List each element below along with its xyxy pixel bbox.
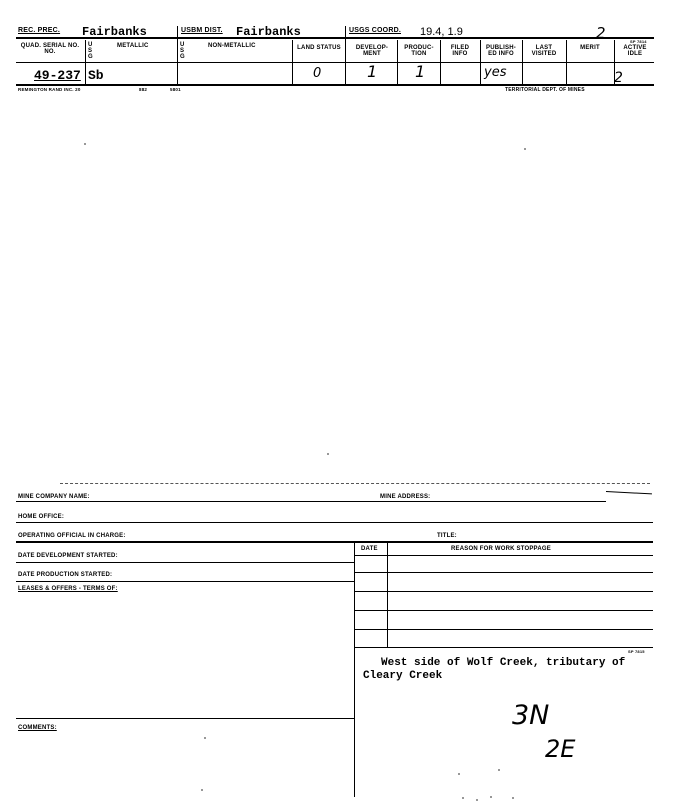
table-rule bbox=[354, 572, 653, 573]
col-divider bbox=[354, 541, 355, 797]
usbm-dist-label: USBM DIST. bbox=[181, 27, 223, 34]
production-value: 1 bbox=[415, 62, 426, 81]
row-rule bbox=[16, 541, 653, 543]
land-status-value: 0 bbox=[313, 66, 322, 81]
row-rule bbox=[16, 562, 354, 563]
usgs-coord-value: 19.4, 1.9 bbox=[420, 26, 463, 38]
published-info-header: PUBLISH- ED INFO bbox=[486, 45, 516, 57]
speck bbox=[524, 148, 526, 150]
land-status-header: LAND STATUS bbox=[297, 45, 341, 51]
footer-num2: 5801 bbox=[170, 87, 181, 92]
title-label: TITLE: bbox=[437, 533, 457, 539]
footer-left: REMINGTON RAND INC. 20 bbox=[18, 87, 81, 92]
speck bbox=[458, 773, 460, 775]
speck bbox=[512, 797, 514, 799]
col-divider bbox=[566, 40, 567, 84]
location-line-2: Cleary Creek bbox=[363, 670, 443, 682]
row-rule bbox=[16, 501, 606, 502]
usbm-dist-value: Fairbanks bbox=[236, 25, 301, 39]
pen-stroke bbox=[606, 491, 652, 494]
date-col-header: DATE bbox=[361, 546, 378, 552]
filed-info-header: FILED INFO bbox=[450, 45, 470, 57]
speck bbox=[498, 769, 500, 771]
col-divider bbox=[345, 26, 346, 84]
row-rule bbox=[16, 718, 354, 719]
usg-marks: U S G bbox=[180, 42, 185, 60]
rec-prec-value: Fairbanks bbox=[82, 25, 147, 39]
location-line-1: West side of Wolf Creek, tributary of bbox=[381, 657, 626, 669]
col-divider bbox=[522, 40, 523, 84]
mine-company-name-label: MINE COMPANY NAME: bbox=[18, 494, 90, 500]
operating-official-label: OPERATING OFFICIAL IN CHARGE: bbox=[18, 533, 126, 539]
usg-marks: U S G bbox=[88, 42, 93, 60]
speck bbox=[204, 737, 206, 739]
active-idle-header: ACTIVE IDLE bbox=[623, 45, 647, 57]
date-development-started-label: DATE DEVELOPMENT STARTED: bbox=[18, 553, 118, 559]
table-rule bbox=[354, 591, 653, 592]
row-rule bbox=[16, 581, 354, 582]
non-metallic-header: NON-METALLIC bbox=[208, 43, 256, 49]
serial-value: 49-237 bbox=[34, 68, 81, 83]
bottom-rule bbox=[16, 84, 654, 86]
speck bbox=[490, 796, 492, 798]
form-number: SP 7814 bbox=[630, 39, 647, 44]
col-divider bbox=[85, 40, 86, 84]
usgs-coord-label: USGS COORD. bbox=[349, 27, 401, 34]
comments-label: COMMENTS: bbox=[18, 725, 57, 731]
card-edge bbox=[60, 483, 650, 484]
col-divider bbox=[387, 541, 388, 648]
table-rule bbox=[354, 610, 653, 611]
date-production-started-label: DATE PRODUCTION STARTED: bbox=[18, 572, 113, 578]
speck bbox=[462, 797, 464, 799]
last-visited-header: LAST VISITED bbox=[531, 45, 557, 57]
hand-note-township: 3N bbox=[512, 700, 550, 731]
col-divider bbox=[397, 40, 398, 84]
footer-num1: 882 bbox=[139, 87, 148, 92]
table-rule bbox=[354, 647, 653, 648]
quad-serial-header: QUAD. SERIAL NO. NO. bbox=[20, 43, 80, 55]
metallic-header: METALLIC bbox=[117, 43, 149, 49]
mine-address-label: MINE ADDRESS: bbox=[380, 494, 431, 500]
rec-prec-label: REC. PREC. bbox=[18, 27, 61, 34]
form-number: SP 7815 bbox=[628, 649, 645, 654]
col-divider bbox=[292, 40, 293, 84]
row-rule bbox=[16, 522, 653, 523]
merit-header: MERIT bbox=[580, 45, 600, 51]
col-divider bbox=[177, 26, 178, 84]
header-rule bbox=[16, 62, 654, 63]
development-header: DEVELOP- MENT bbox=[355, 45, 389, 57]
table-rule bbox=[354, 555, 653, 556]
footer-right: TERRITORIAL DEPT. OF MINES bbox=[505, 87, 585, 93]
col-divider bbox=[480, 40, 481, 84]
col-divider bbox=[440, 40, 441, 84]
hand-note-range: 2E bbox=[545, 735, 576, 763]
table-rule bbox=[354, 629, 653, 630]
speck bbox=[327, 453, 329, 455]
speck bbox=[201, 789, 203, 791]
reason-col-header: REASON FOR WORK STOPPAGE bbox=[451, 546, 551, 552]
active-idle-value: 2 bbox=[614, 70, 623, 86]
production-header: PRODUC- TION bbox=[404, 45, 434, 57]
speck bbox=[476, 799, 478, 801]
corner-mark: 2 bbox=[596, 24, 606, 42]
metallic-value: Sb bbox=[88, 68, 104, 83]
home-office-label: HOME OFFICE: bbox=[18, 514, 65, 520]
speck bbox=[84, 143, 86, 145]
development-value: 1 bbox=[367, 62, 378, 81]
leases-offers-label: LEASES & OFFERS - TERMS OF: bbox=[18, 586, 118, 592]
published-info-value: yes bbox=[484, 65, 507, 80]
